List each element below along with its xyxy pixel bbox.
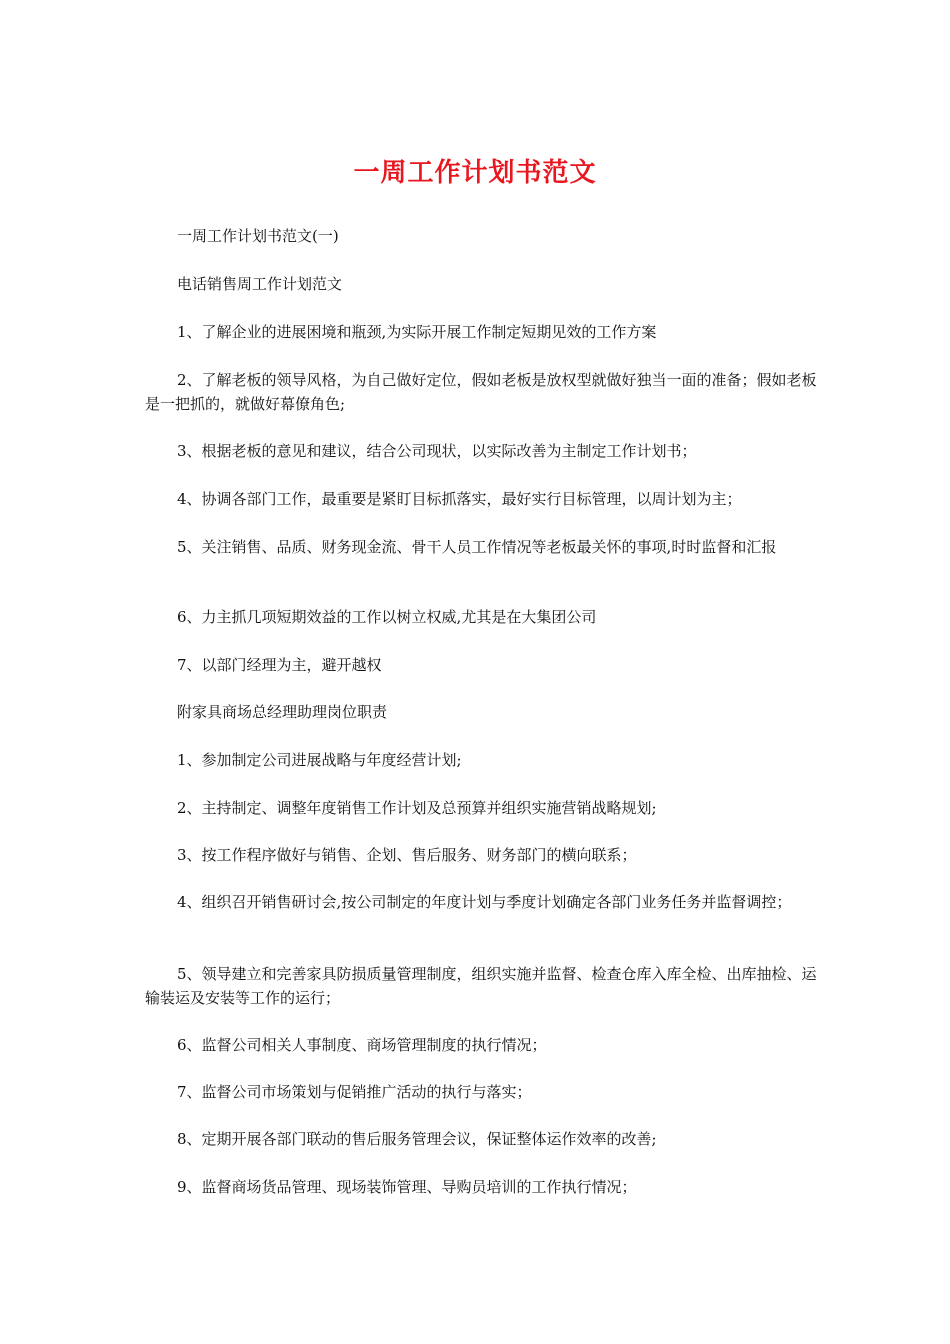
paragraph-duty-9: 9、监督商场货品管理、现场装饰管理、导购员培训的工作执行情况； — [177, 1178, 637, 1196]
paragraph-item-5: 5、关注销售、品质、财务现金流、骨干人员工作情况等老板最关怀的事项,时时监督和汇报 — [177, 538, 777, 556]
paragraph-duty-6: 6、监督公司相关人事制度、商场管理制度的执行情况； — [177, 1036, 547, 1054]
paragraph-item-3: 3、根据老板的意见和建议，结合公司现状，以实际改善为主制定工作计划书； — [177, 442, 697, 460]
paragraph-duty-4: 4、组织召开销售研讨会,按公司制定的年度计划与季度计划确定各部门业务任务并监督调控； — [177, 893, 792, 911]
paragraph-duty-1: 1、参加制定公司进展战略与年度经营计划; — [177, 751, 462, 769]
paragraph-item-2: 2、了解老板的领导风格，为自己做好定位，假如老板是放权型就做好独当一面的准备；假如老板是一把抓的，就做好幕僚角色; — [145, 371, 817, 413]
document-title: 一周工作计划书范文 — [353, 158, 597, 188]
paragraph-duty-5: 5、领导建立和完善家具防损质量管理制度，组织实施并监督、检查仓库入库全检、出库抽检、运输装运及安装等工作的运行； — [145, 965, 817, 1007]
paragraph-duty-8: 8、定期开展各部门联动的售后服务管理会议，保证整体运作效率的改善; — [177, 1130, 657, 1148]
paragraph-duty-2: 2、主持制定、调整年度销售工作计划及总预算并组织实施营销战略规划; — [177, 799, 657, 817]
paragraph-item-6: 6、力主抓几项短期效益的工作以树立权威,尤其是在大集团公司 — [177, 608, 597, 626]
paragraph-section-heading-1: 一周工作计划书范文(一) — [177, 227, 339, 245]
paragraph-item-7: 7、以部门经理为主，避开越权 — [177, 656, 382, 674]
paragraph-duty-3: 3、按工作程序做好与销售、企划、售后服务、财务部门的横向联系； — [177, 846, 637, 864]
paragraph-item-4: 4、协调各部门工作，最重要是紧盯目标抓落实，最好实行目标管理，以周计划为主； — [177, 490, 742, 508]
paragraph-subheading-job-duties: 附家具商场总经理助理岗位职责 — [177, 703, 388, 721]
paragraph-duty-7: 7、监督公司市场策划与促销推广活动的执行与落实； — [177, 1083, 532, 1101]
paragraph-subheading-phone-sales: 电话销售周工作计划范文 — [177, 275, 343, 293]
paragraph-item-1: 1、了解企业的进展困境和瓶颈,为实际开展工作制定短期见效的工作方案 — [177, 323, 657, 341]
